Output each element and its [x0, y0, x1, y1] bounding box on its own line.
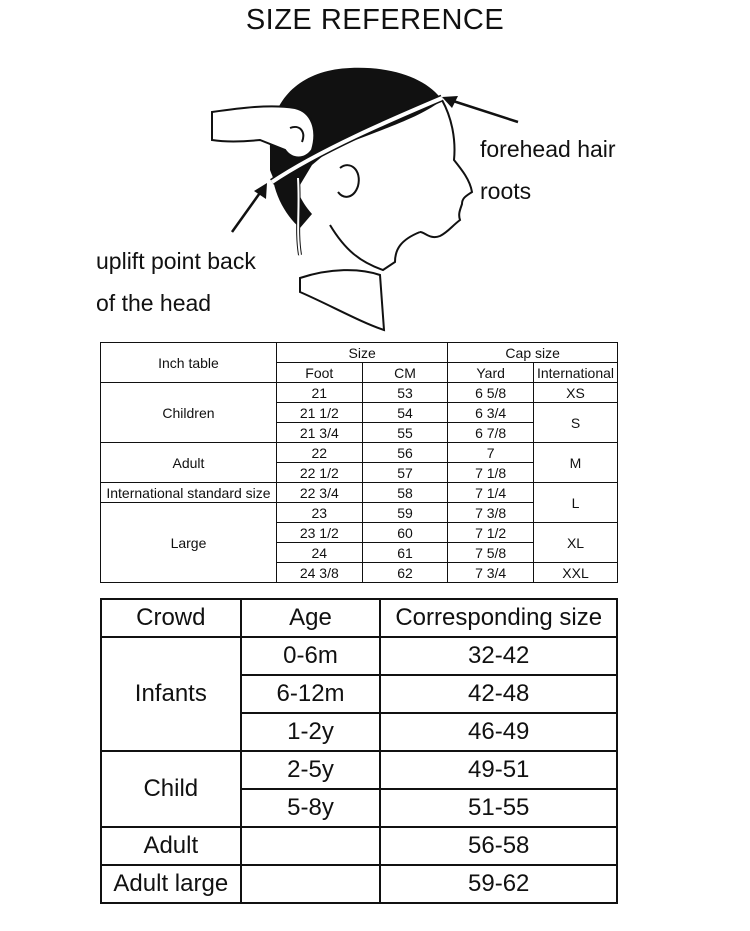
cell-foot: 23	[276, 503, 362, 523]
header-cm: CM	[362, 363, 448, 383]
cell-intl: M	[534, 443, 618, 483]
cell-yard: 7 1/8	[448, 463, 534, 483]
caption-uplift-line1: uplift point back	[96, 248, 256, 274]
group-infants: Infants	[101, 637, 241, 751]
cell-age: 0-6m	[241, 637, 381, 675]
cell-yard: 6 3/4	[448, 403, 534, 423]
cell-intl: XXL	[534, 563, 618, 583]
cell-foot: 22	[276, 443, 362, 463]
table-header-row	[101, 599, 617, 637]
ear-shape	[338, 165, 359, 197]
cell-foot: 21	[276, 383, 362, 403]
cell-yard: 7 1/4	[448, 483, 534, 503]
group-adult: Adult	[101, 827, 241, 865]
header-corresponding-size: Corresponding size	[380, 599, 617, 637]
cell-cm: 55	[362, 423, 448, 443]
cell-foot: 22 1/2	[276, 463, 362, 483]
face-profile	[420, 100, 472, 237]
table-corner-cell: Inch table	[101, 343, 277, 383]
cell-intl: S	[534, 403, 618, 443]
cell-age: 6-12m	[241, 675, 381, 713]
group-child: Child	[101, 751, 241, 827]
cell-age	[241, 865, 381, 903]
group-adult-large: Adult large	[101, 865, 241, 903]
header-crowd: Crowd	[101, 599, 241, 637]
caption-forehead-line1: forehead hair	[480, 136, 616, 162]
cell-age: 1-2y	[241, 713, 381, 751]
arrow-forehead	[450, 100, 518, 122]
caption-forehead	[480, 128, 616, 212]
cell-foot: 21 3/4	[276, 423, 362, 443]
header-foot: Foot	[276, 363, 362, 383]
cell-yard: 6 5/8	[448, 383, 534, 403]
table-row	[101, 637, 617, 675]
cell-size: 59-62	[380, 865, 617, 903]
header-age: Age	[241, 599, 381, 637]
cell-cm: 53	[362, 383, 448, 403]
cell-foot: 24	[276, 543, 362, 563]
cell-foot: 24 3/8	[276, 563, 362, 583]
cell-cm: 54	[362, 403, 448, 423]
table-header-row	[101, 343, 618, 363]
page-title: SIZE REFERENCE	[245, 4, 505, 36]
caption-uplift	[96, 240, 256, 324]
cell-age: 2-5y	[241, 751, 381, 789]
cell-yard: 6 7/8	[448, 423, 534, 443]
cell-size: 49-51	[380, 751, 617, 789]
cell-foot: 22 3/4	[276, 483, 362, 503]
age-size-table	[100, 598, 618, 904]
cell-age	[241, 827, 381, 865]
cell-foot: 21 1/2	[276, 403, 362, 423]
arrow-uplift	[232, 190, 262, 232]
cell-cm: 58	[362, 483, 448, 503]
table-row	[101, 443, 618, 463]
caption-uplift-line2: of the head	[96, 290, 212, 316]
cell-cm: 56	[362, 443, 448, 463]
table-row	[101, 483, 618, 503]
cell-intl: XS	[534, 383, 618, 403]
group-children: Children	[101, 383, 277, 443]
table-row	[101, 827, 617, 865]
cell-intl: XL	[534, 523, 618, 563]
cell-size: 32-42	[380, 637, 617, 675]
cell-size: 51-55	[380, 789, 617, 827]
cell-intl: L	[534, 483, 618, 523]
header-yard: Yard	[448, 363, 534, 383]
cell-age: 5-8y	[241, 789, 381, 827]
caption-forehead-line2: roots	[480, 178, 532, 204]
inch-size-table	[100, 342, 618, 583]
cell-size: 42-48	[380, 675, 617, 713]
cell-cm: 57	[362, 463, 448, 483]
cell-cm: 60	[362, 523, 448, 543]
header-international: International	[534, 363, 618, 383]
hand-shape	[212, 106, 314, 157]
cell-yard: 7 5/8	[448, 543, 534, 563]
cell-yard: 7 3/8	[448, 503, 534, 523]
cell-cm: 61	[362, 543, 448, 563]
table-row	[101, 751, 617, 789]
header-cap-group: Cap size	[448, 343, 618, 363]
group-adult: Adult	[101, 443, 277, 483]
cell-foot: 23 1/2	[276, 523, 362, 543]
cell-size: 56-58	[380, 827, 617, 865]
cell-yard: 7	[448, 443, 534, 463]
cell-yard: 7 3/4	[448, 563, 534, 583]
table-row	[101, 383, 618, 403]
cell-yard: 7 1/2	[448, 523, 534, 543]
cell-size: 46-49	[380, 713, 617, 751]
group-international: International standard size	[101, 483, 277, 503]
cell-cm: 62	[362, 563, 448, 583]
header-size-group: Size	[276, 343, 447, 363]
cell-cm: 59	[362, 503, 448, 523]
neck-shape	[330, 225, 420, 270]
group-large: Large	[101, 503, 277, 583]
shoulder-shape	[300, 270, 384, 330]
table-row	[101, 865, 617, 903]
